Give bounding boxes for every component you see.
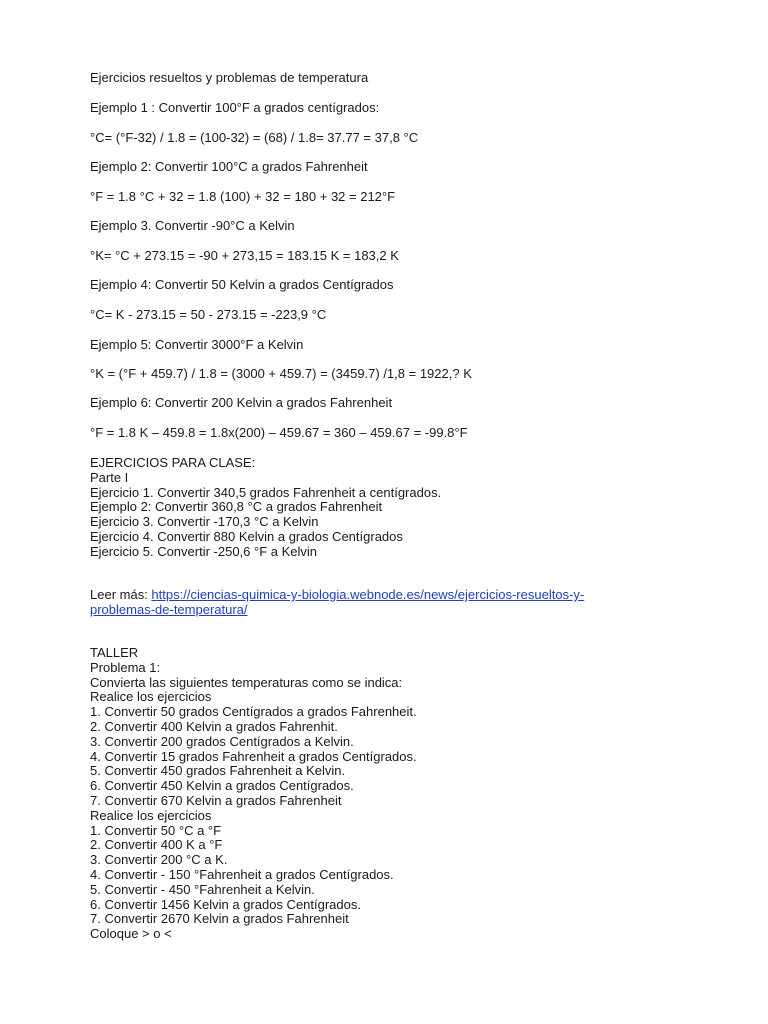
group-2-heading: Realice los ejercicios xyxy=(90,807,212,823)
example-2-formula: °F = 1.8 °C + 32 = 1.8 (100) + 32 = 180 + 32 = 212°F xyxy=(90,189,396,204)
class-exercise-item: Ejercicio 5. Convertir -250,6 °F a Kelvin xyxy=(90,543,318,559)
problem-instruction: Convierta las siguientes temperaturas como se indica: xyxy=(90,674,403,690)
group-1-item: 6. Convertir 450 Kelvin a grados Centígrados. xyxy=(90,778,354,794)
example-3-heading: Ejemplo 3. Convertir -90°C a Kelvin xyxy=(90,218,295,233)
example-6-formula: °F = 1.8 K – 459.8 = 1.8x(200) – 459.67 = 360 – 459.67 = -99.8°F xyxy=(90,425,468,440)
problem-title: Problema 1: xyxy=(90,659,161,675)
example-5-formula: °K = (°F + 459.7) / 1.8 = (3000 + 459.7) = (3459.7) /1,8 = 1922,? K xyxy=(90,366,472,381)
class-exercises-section xyxy=(90,456,441,560)
workshop-footer: Coloque > o < xyxy=(90,926,172,942)
read-more-label: Leer más: xyxy=(90,587,152,602)
group-1-item: 3. Convertir 200 grados Centígrados a Kelvin. xyxy=(90,733,354,749)
group-1-item: 1. Convertir 50 grados Centígrados a grados Fahrenheit. xyxy=(90,704,417,720)
group-1-item: 2. Convertir 400 Kelvin a grados Fahrenhit. xyxy=(90,718,338,734)
group-2-item: 3. Convertir 200 °C a K. xyxy=(90,852,228,868)
class-exercise-item: Ejercicio 1. Convertir 340,5 grados Fahrenheit a centígrados. xyxy=(90,484,442,500)
group-1-heading: Realice los ejercicios xyxy=(90,689,212,705)
example-6-heading: Ejemplo 6: Convertir 200 Kelvin a grados Fahrenheit xyxy=(90,395,393,410)
group-2-item: 4. Convertir - 150 °Fahrenheit a grados Centígrados. xyxy=(90,866,394,882)
example-1-heading: Ejemplo 1 : Convertir 100°F a grados centígrados: xyxy=(90,100,380,115)
read-more-link[interactable]: https://ciencias-quimica-y-biologia.webnode.es/news/ejercicios-resueltos-y- xyxy=(151,587,585,602)
group-1-item: 5. Convertir 450 grados Fahrenheit a Kelvin. xyxy=(90,763,346,779)
group-2-item: 5. Convertir - 450 °Fahrenheit a Kelvin. xyxy=(90,881,315,897)
class-exercise-item: Ejercicio 3. Convertir -170,3 °C a Kelvin xyxy=(90,514,319,530)
example-4-heading: Ejemplo 4: Convertir 50 Kelvin a grados Centígrados xyxy=(90,277,394,292)
group-2-item: 6. Convertir 1456 Kelvin a grados Centígrados. xyxy=(90,896,361,912)
example-3-formula: °K= °C + 273.15 = -90 + 273,15 = 183.15 K = 183,2 K xyxy=(90,248,399,263)
example-2-heading: Ejemplo 2: Convertir 100°C a grados Fahrenheit xyxy=(90,159,368,174)
group-2-item: 7. Convertir 2670 Kelvin a grados Fahrenheit xyxy=(90,911,349,927)
class-exercise-item: Ejercicio 4. Convertir 880 Kelvin a grados Centígrados xyxy=(90,528,403,544)
workshop-section xyxy=(90,646,417,942)
example-5-heading: Ejemplo 5: Convertir 3000°F a Kelvin xyxy=(90,337,304,352)
example-1-formula: °C= (°F-32) / 1.8 = (100-32) = (68) / 1.8= 37.77 = 37,8 °C xyxy=(90,130,419,145)
read-more-link-continued[interactable]: problemas-de-temperatura/ xyxy=(90,601,248,617)
group-2-item: 2. Convertir 400 K a °F xyxy=(90,837,223,853)
class-exercises-heading: EJERCICIOS PARA CLASE: xyxy=(90,455,256,470)
class-exercises-subheading: Parte I xyxy=(90,469,129,485)
read-more-section xyxy=(90,588,584,618)
group-1-item: 7. Convertir 670 Kelvin a grados Fahrenheit xyxy=(90,792,342,808)
group-1-item: 4. Convertir 15 grados Fahrenheit a grados Centígrados. xyxy=(90,748,417,764)
class-exercise-item: Ejemplo 2: Convertir 360,8 °C a grados Fahrenheit xyxy=(90,499,383,515)
example-4-formula: °C= K - 273.15 = 50 - 273.15 = -223,9 °C xyxy=(90,307,327,322)
document-title: Ejercicios resueltos y problemas de temperatura xyxy=(90,70,369,85)
workshop-heading: TALLER xyxy=(90,645,139,660)
group-2-item: 1. Convertir 50 °C a °F xyxy=(90,822,222,838)
